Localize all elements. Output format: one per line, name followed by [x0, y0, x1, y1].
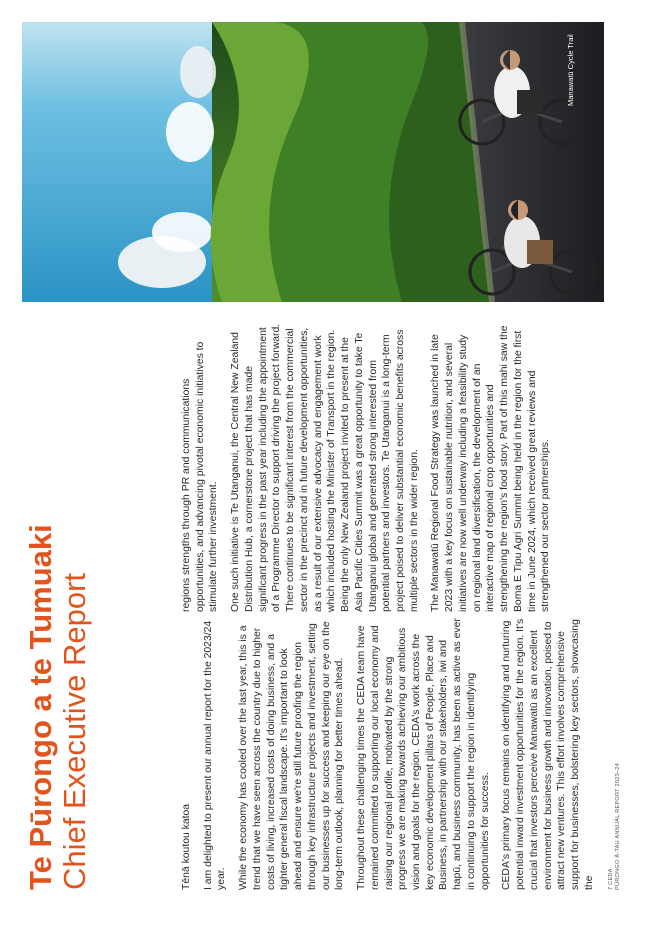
text-column-left — [180, 618, 605, 890]
paragraph: Throughout these challenging times the CEDA team have remained committed to supporting our local economy and raising our regional profile, motivated by the strong progress we are making towards achieving our ambitious vision and goals for the region. CEDA's work across the key economic development pillars of People, Place and Business, in partnership with our stakeholders, iwi and hapū, and business community, has been as active as ever in continuing to support the region in identifying opportunities for success. — [356, 618, 491, 890]
page-subtitle: Chief Executive Report — [57, 572, 93, 890]
greeting: Tēnā koutou katoa — [181, 803, 192, 890]
cyclists-photo — [22, 22, 604, 302]
page-title: Te Pūrongo a te Tumuaki — [23, 524, 58, 890]
paragraph: CEDA's primary focus remains on identifying and nurturing potential inward investment opportunities for the region. It's crucial that investors perceive Manawatū as an excellent environment for business growth and innovation, poised to attract new ventures. This effort involves comprehensive support for businesses, bolstering key sectors, showcasing the — [501, 618, 595, 890]
paragraph: I am delighted to present our annual report for the 2023/24 year. — [202, 620, 228, 890]
paragraph: One such initiative is Te Utanganui, the Central New Zealand Distribution Hub, a cornerstone project that has made significant progress in the past year including the appointment of a Programme Director to support driving the project forward. There continues to be significant interest from the commercial sector in the precinct and in future development opportunities, as a result of our extensive advocacy and engagement work which included hosting the Minister of Transport in the region. Being the only New Zealand project invited to present at the Asia Pacific Cities Summit was a great opportunity to take Te Utanganui global and generated strong interested from potential partners and investors. Te Utanganui is a long-term project poised to deliver substantial economic benefits across multiple sectors in the wider region. — [230, 323, 420, 612]
text-column-right — [180, 322, 561, 612]
page-number: 7 CEDA — [608, 868, 614, 890]
photo-caption: Manawatū Cycle Trail — [566, 34, 575, 106]
paragraph: While the economy has cooled over the last year, this is a trend that we have seen across the country due to higher costs of living, increased costs of doing business, and a tighter general fiscal landscape. It's important to look ahead and ensure we're still future proofing the region through key infrastructure projects and investment, setting our businesses up for success and keeping our eye on the long-term outlook, planning for better times ahead. — [238, 621, 346, 890]
title-block — [24, 330, 93, 890]
paragraph: The Manawatū Regional Food Strategy was launched in late 2023 with a key focus on sustainable nutrition, and several initiatives are now well underway including a feasibility study on regional land diversification, the development of an interactive map of regional crop opportunities and strengthening the region's food story. Part of this mahi saw the Boma E Tipu Agri Summit being held in the region for the first time in June 2024, which received great reviews and strengthened our sector partnerships. — [430, 325, 552, 612]
report-name: PŪRONGO Ā-TAU ANNUAL REPORT 2023–24 — [615, 762, 622, 890]
page-footer — [608, 763, 623, 890]
paragraph: regions strengths through PR and communications opportunities, and advancing pivotal economic initiatives to stimulate further investment. — [181, 341, 220, 612]
photo-illustration — [22, 22, 604, 302]
